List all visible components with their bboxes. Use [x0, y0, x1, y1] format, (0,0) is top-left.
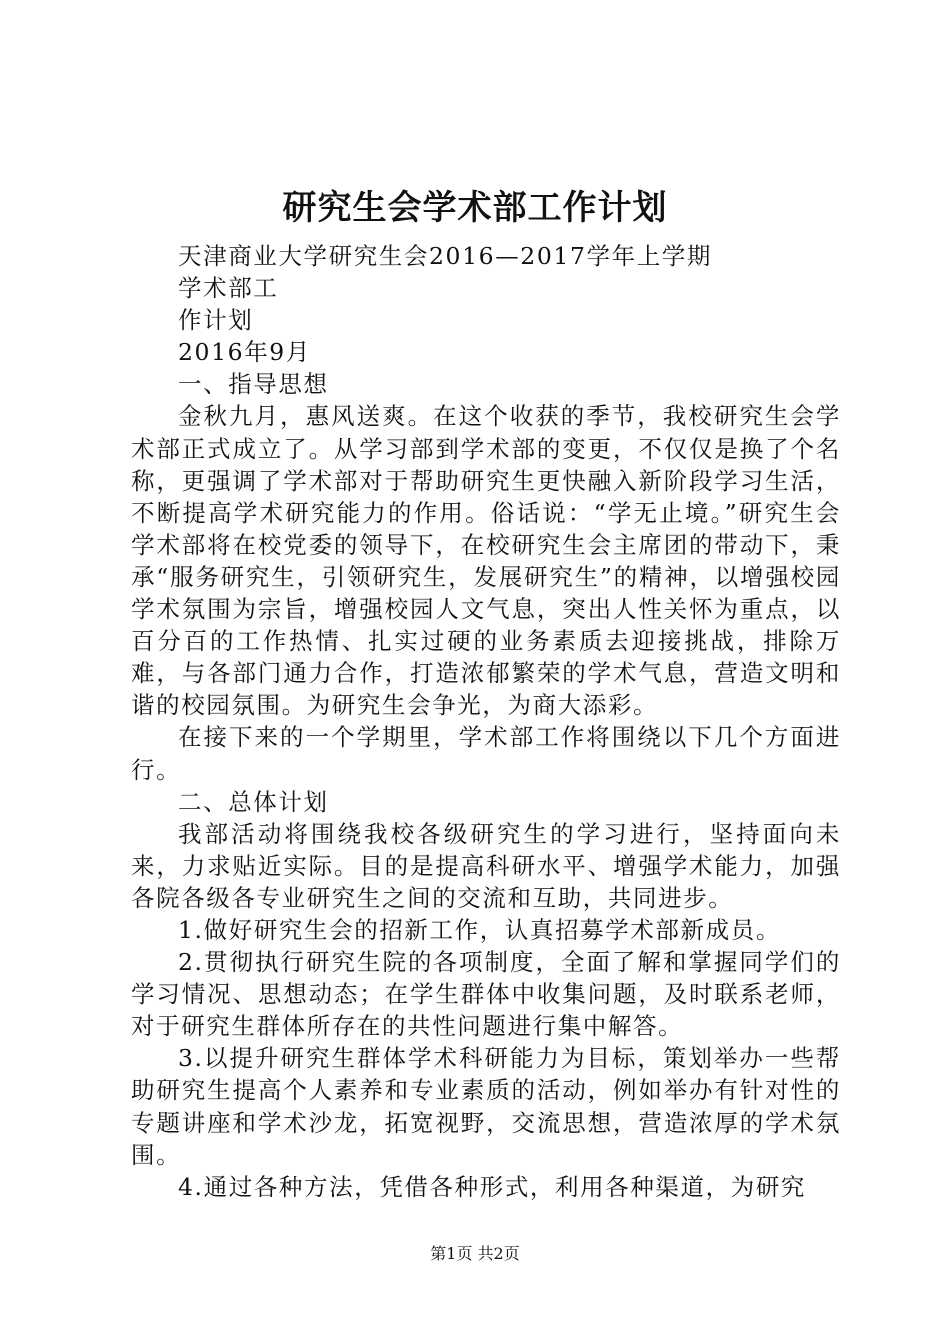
paragraph-date: 2016年9月	[178, 338, 311, 367]
paragraph-subtitle-cont-2: 作计划	[178, 306, 254, 335]
list-item-4: 4.通过各种方法，凭借各种形式，利用各种渠道，为研究	[178, 1172, 807, 1201]
list-item-2: 2.贯彻执行研究生院的各项制度，全面了解和掌握同学们的学习情况、思想动态；在学生群体中收集问题，及时联系老师，对于研究生群体所存在的共性问题进行集中解答。	[131, 948, 841, 1041]
section-heading-guiding-ideology: 一、指导思想	[178, 370, 329, 399]
document-body	[131, 240, 841, 1203]
list-item-3: 3.以提升研究生群体学术科研能力为目标，策划举办一些帮助研究生提高个人素养和专业素质的活动，例如举办有针对性的专题讲座和学术沙龙，拓宽视野，交流思想，营造浓厚的学术氛围。	[131, 1044, 841, 1169]
paragraph-guiding-ideology: 金秋九月，惠风送爽。在这个收获的季节，我校研究生会学术部正式成立了。从学习部到学术部的变更，不仅仅是换了个名称，更强调了学术部对于帮助研究生更快融入新阶段学习生活，不断提高学术研究能力的作用。俗话说：“学无止境。”研究生会学术部将在校党委的领导下，在校研究生会主席团的带动下，秉承“服务研究生，引领研究生，发展研究生”的精神，以增强校园学术氛围为宗旨，增强校园人文气息，突出人性关怀为重点，以百分百的工作热情、扎实过硬的业务素质去迎接挑战，排除万难，与各部门通力合作，打造浓郁繁荣的学术气息，营造文明和谐的校园氛围。为研究生会争光，为商大添彩。	[131, 402, 841, 720]
page-number-footer: 第1页 共2页	[430, 1244, 520, 1263]
section-heading-overall-plan: 二、总体计划	[178, 787, 329, 816]
paragraph-subtitle-cont-1: 学术部工	[178, 274, 279, 303]
document-title: 研究生会学术部工作计划	[282, 188, 668, 228]
list-item-1: 1.做好研究生会的招新工作，认真招募学术部新成员。	[178, 915, 781, 944]
paragraph-overall-plan: 我部活动将围绕我校各级研究生的学习进行，坚持面向未来，力求贴近实际。目的是提高科研水平、增强学术能力，加强各院各级各专业研究生之间的交流和互助，共同进步。	[131, 819, 841, 912]
paragraph-transition: 在接下来的一个学期里，学术部工作将围绕以下几个方面进行。	[131, 723, 841, 784]
paragraph-subtitle: 天津商业大学研究生会2016—2017学年上学期	[178, 242, 713, 270]
